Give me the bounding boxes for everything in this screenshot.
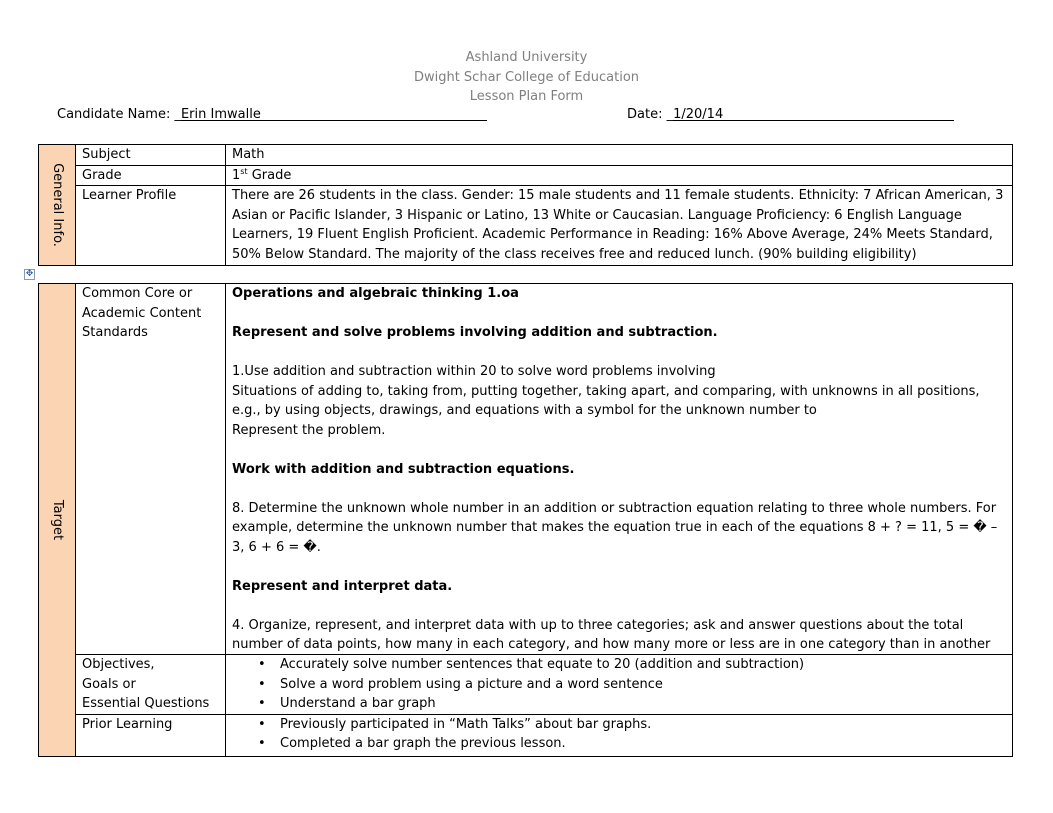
standards-label-line3: Standards (82, 325, 148, 340)
grade-number: 1 (232, 167, 241, 183)
candidate-name-line (57, 106, 487, 124)
target-side-label: Target (50, 499, 65, 540)
prior-learning-label: Prior Learning (76, 714, 226, 756)
candidate-name-value: Erin Imwalle (180, 107, 261, 122)
college-name: Dwight Schar College of Education (413, 69, 640, 85)
subject-value[interactable]: Math (226, 145, 1013, 166)
target-table (38, 283, 1013, 757)
target-side-cell (39, 284, 76, 757)
general-info-table (38, 144, 1013, 266)
standard-heading-represent-solve: Represent and solve problems involving addition and subtraction. (232, 325, 718, 340)
date-label: Date: _ (627, 107, 674, 122)
standards-text (232, 284, 1008, 654)
general-info-side-label: General Info. (50, 163, 65, 247)
candidate-name-label: Candidate Name: _ (57, 107, 181, 122)
university-name: Ashland University (465, 50, 588, 65)
standards-label (76, 284, 226, 655)
objectives-label (76, 655, 226, 715)
grade-label: Grade (76, 165, 226, 186)
general-info-side-cell (39, 145, 76, 266)
objectives-label-line1: Objectives, (82, 657, 155, 672)
objectives-content[interactable] (226, 655, 1013, 715)
date-line (627, 106, 954, 124)
standard-heading-equations: Work with addition and subtraction equations. (232, 461, 575, 477)
prior-learning-item: • Previously participated in “Math Talks” about bar graphs. (232, 715, 1006, 735)
prior-learning-item: • Completed a bar graph the previous lesson. (232, 734, 1006, 754)
grade-suffix: st (240, 166, 248, 176)
grade-rest: Grade (247, 167, 292, 183)
prior-learning-content[interactable] (226, 714, 1013, 756)
standards-label-line2: Academic Content (82, 305, 202, 321)
objectives-label-line3: Essential Questions (82, 696, 210, 711)
document-header (0, 48, 1053, 107)
form-title: Lesson Plan Form (469, 89, 584, 104)
standard-heading-oa: Operations and algebraic thinking 1.oa (232, 286, 519, 301)
standard-1-line1: 1.Use addition and subtraction within 20 to solve word problems involving (232, 364, 716, 379)
objective-item: • Solve a word problem using a picture and a word sentence (232, 675, 1006, 695)
standards-content[interactable] (226, 284, 1013, 655)
objective-item: • Accurately solve number sentences that equate to 20 (addition and subtraction) (232, 655, 1006, 675)
objectives-label-line2: Goals or (82, 676, 136, 692)
standard-8-text: 8. Determine the unknown whole number in an addition or subtraction equation relating to three whole numbers. For example, determine the unknown number that makes the equation true in each of the equations 8 + ? = 11, 5 = � – 3, 6 + 6 = �. (232, 500, 998, 555)
learner-profile-value[interactable]: There are 26 students in the class. Gender: 15 male students and 11 female students. Ethnicity: 7 African American, 3 Asian or Pacific Islander, 3 Hispanic or Latino, 13 White or Caucasian. Language Proficiency: 6 English Language Learners, 19 Fluent English Proficient. Academic Performance in Reading: 16% Above Average, 24% Meets Standard, 50% Below Standard. The majority of the class receives free and reduced lunch. (90% building eligibility) (226, 186, 1013, 266)
grade-value[interactable] (226, 165, 1013, 186)
move-handle-icon[interactable]: ✥ (25, 269, 34, 279)
standard-1-line3: Represent the problem. (232, 422, 386, 438)
subject-label: Subject (76, 145, 226, 166)
learner-profile-label: Learner Profile (76, 186, 226, 266)
prior-learning-list (232, 715, 1006, 754)
objectives-list (232, 655, 1006, 714)
standard-1-line2: Situations of adding to, taking from, putting together, taking apart, and comparing, with unknowns in all positions, e.g., by using objects, drawings, and equations with a symbol for the unknown number to (232, 383, 980, 418)
standard-heading-data: Represent and interpret data. (232, 578, 453, 594)
date-field[interactable] (673, 106, 954, 121)
standard-4-text: 4. Organize, represent, and interpret data with up to three categories; ask and answer questions about the total number of data points, how many in each category, and how many more or less are in one category than in another (232, 617, 991, 652)
standards-label-line1: Common Core or (82, 286, 193, 301)
objective-item: • Understand a bar graph (232, 694, 1006, 714)
candidate-name-field[interactable] (181, 106, 487, 121)
date-value: 1/20/14 (673, 107, 724, 122)
